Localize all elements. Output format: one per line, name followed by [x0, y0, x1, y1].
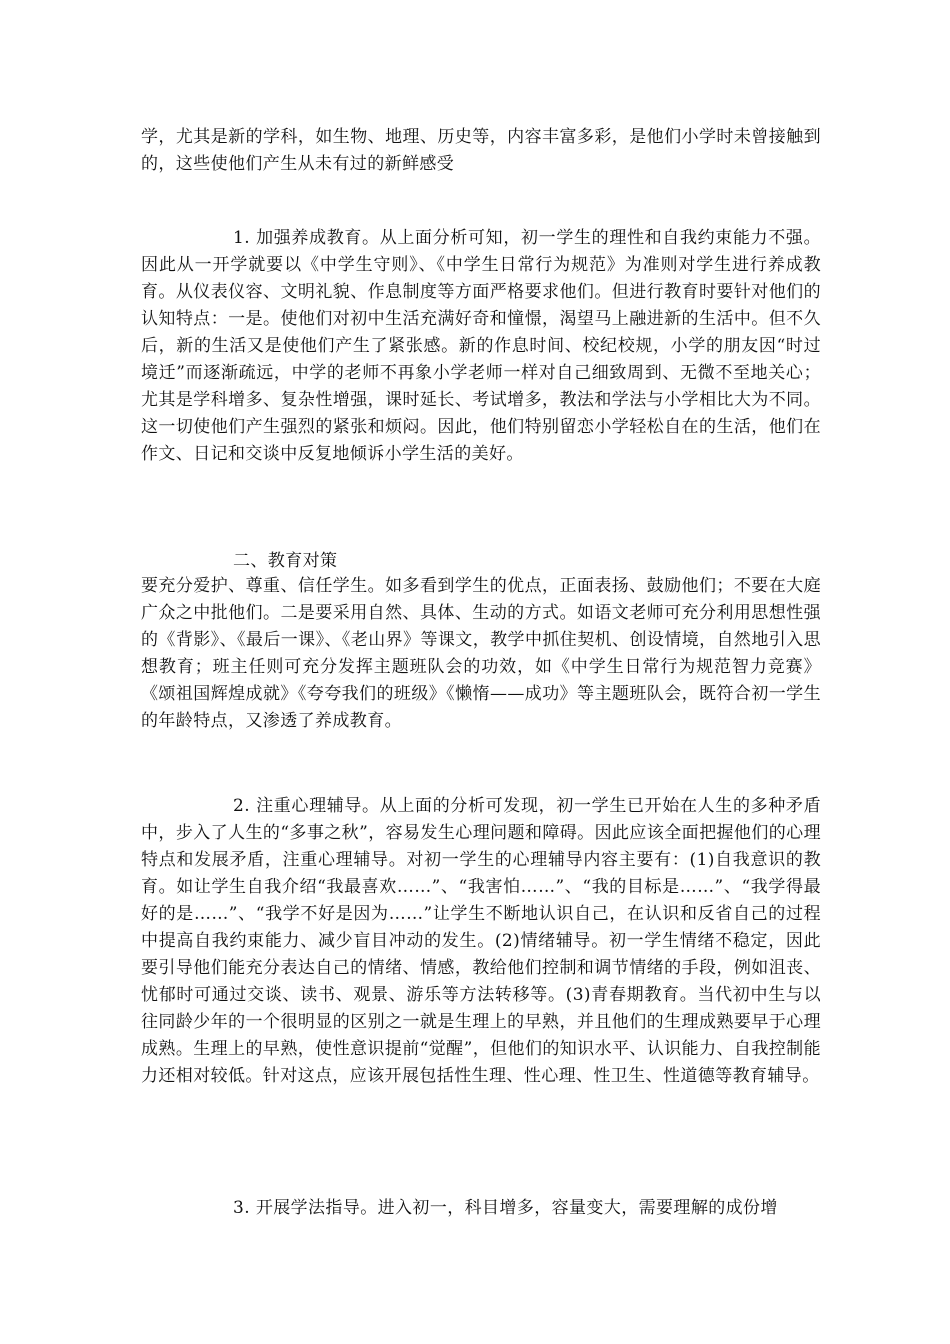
- section-heading-education-strategy: 二、教育对策: [233, 551, 338, 571]
- paragraph-section-1: 1. 加强养成教育。从上面分析可知，初一学生的理性和自我约束能力不强。因此从一开学就要以《中学生守则》、《中学生日常行为规范》为准则对学生进行养成教育。从仪表仪容、文明礼貌、作息制度等方面严格要求他们。但进行教育时要针对他们的认知特点：一是。使他们对初中生活充满好奇和憧憬，渴望马上融进新的生活中。但不久后，新的生活又是使他们产生了紧张感。新的作息时间、校纪校规，小学的朋友因“时过境迁”而逐渐疏远，中学的老师不再象小学老师一样对自己细致周到、无微不至地关心；尤其是学科增多、复杂性增强，课时延长、考试增多，教法和学法与小学相比大为不同。这一切使他们产生强烈的紧张和烦闷。因此，他们特别留恋小学轻松自在的生活，他们在作文、日记和交谈中反复地倾诉小学生活的美好。: [141, 228, 821, 464]
- paragraph-section-3: 3. 开展学法指导。进入初一，科目增多，容量变大，需要理解的成份增: [233, 1198, 778, 1218]
- paragraph-continuation: 学，尤其是新的学科，如生物、地理、历史等，内容丰富多彩，是他们小学时未曾接触到的，这些使他们产生从未有过的新鲜感受: [141, 127, 821, 174]
- paragraph-section-2: 2. 注重心理辅导。从上面的分析可发现，初一学生已开始在人生的多种矛盾中，步入了人生的“多事之秋”，容易发生心理问题和障碍。因此应该全面把握他们的心理特点和发展矛盾，注重心理辅导。对初一学生的心理辅导内容主要有：(1)自我意识的教育。如让学生自我介绍“我最喜欢……”、“我害怕……”、“我的目标是……”、“我学得最好的是……”、“我学不好是因为……”让学生不断地认识自己，在认识和反省自己的过程中提高自我约束能力、减少盲目冲动的发生。(2)情绪辅导。初一学生情绪不稳定，因此要引导他们能充分表达自己的情绪、情感，教给他们控制和调节情绪的手段，例如沮丧、忧郁时可通过交谈、读书、观景、游乐等方法转移等。(3)青春期教育。当代初中生与以往同龄少年的一个很明显的区别之一就是生理上的早熟，并且他们的生理成熟要早于心理成熟。生理上的早熟，使性意识提前“觉醒”，但他们的知识水平、认识能力、自我控制能力还相对较低。针对这点，应该开展包括性生理、性心理、性卫生、性道德等教育辅导。: [141, 796, 821, 1086]
- paragraph-strategy: 要充分爱护、尊重、信任学生。如多看到学生的优点，正面表扬、鼓励他们；不要在大庭广众之中批他们。二是要采用自然、具体、生动的方式。如语文老师可充分利用思想性强的《背影》、《最后一课》、《老山界》等课文，教学中抓住契机、创设情境，自然地引入思想教育；班主任则可充分发挥主题班队会的功效，如《中学生日常行为规范智力竞赛》《颂祖国辉煌成就》《夸夸我们的班级》《懒惰——成功》等主题班队会，既符合初一学生的年龄特点，又渗透了养成教育。: [141, 576, 821, 731]
